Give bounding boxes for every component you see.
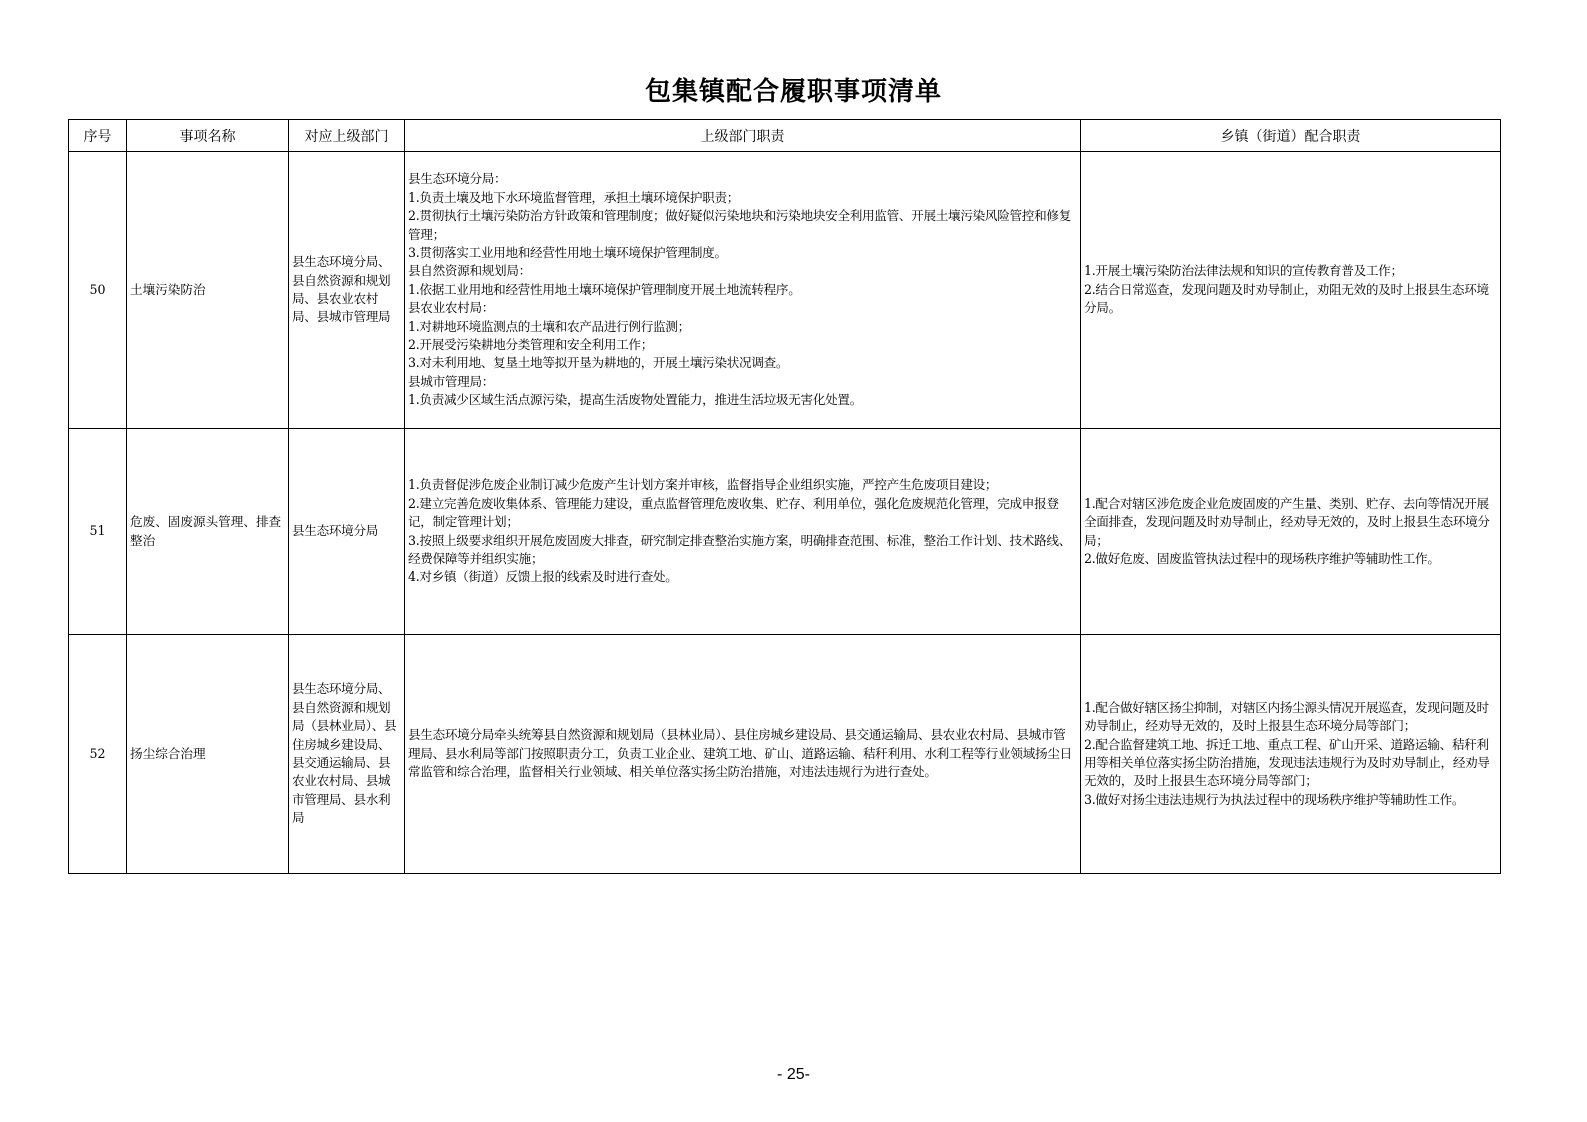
page-title: 包集镇配合履职事项清单 (644, 77, 942, 107)
item-name: 土壤污染防治 (127, 152, 289, 429)
duty-line: 1.负责督促涉危废企业制订减少危废产生计划方案并审核，监督指导企业组织实施，严控产生危废项目建设； (408, 477, 998, 493)
row-number: 51 (69, 429, 127, 635)
superior-departments: 县生态环境分局 (289, 429, 405, 635)
coop-line: 3.做好对扬尘违法违规行为执法过程中的现场秩序维护等辅助性工作。 (1084, 791, 1465, 807)
header-coop: 乡镇（街道）配合职责 (1081, 120, 1501, 152)
duty-line: 3.按照上级要求组织开展危废固废大排查，研究制定排查整治实施方案，明确排查范围、标准，整治工作计划、技术路线、经费保障等并组织实施； (408, 532, 1071, 566)
duty-line: 4.对乡镇（街道）反馈上报的线索及时进行查处。 (408, 569, 678, 585)
header-dept: 对应上级部门 (289, 120, 405, 152)
duty-line: 1.对耕地环境监测点的土壤和农产品进行例行监测； (408, 318, 690, 334)
coop-line: 1.配合做好辖区扬尘抑制，对辖区内扬尘源头情况开展巡查，发现问题及时劝导制止，经劝导无效的，及时上报县生态环境分局等部门； (1084, 699, 1489, 734)
header-duty: 上级部门职责 (405, 120, 1081, 152)
township-cooperation-duties (1081, 635, 1501, 874)
item-name: 扬尘综合治理 (127, 635, 289, 874)
duty-line: 县生态环境分局： (408, 171, 507, 187)
page-number: - 25- (777, 1066, 810, 1083)
superior-departments: 县生态环境分局、县自然资源和规划局、县农业农村局、县城市管理局 (289, 152, 405, 429)
coop-line: 1.配合对辖区涉危废企业危废固废的产生量、类别、贮存、去向等情况开展全面排查，发现问题及时劝导制止，经劝导无效的，及时上报县生态环境分局； (1084, 495, 1490, 548)
table-row (69, 429, 1501, 635)
coop-line: 1.开展土壤污染防治法律法规和知识的宣传教育普及工作； (1084, 263, 1403, 279)
coop-line: 2.做好危废、固废监管执法过程中的现场秩序维护等辅助性工作。 (1084, 550, 1440, 566)
superior-departments: 县生态环境分局、县自然资源和规划局（县林业局）、县住房城乡建设局、县交通运输局、县农业农村局、县城市管理局、县水利局 (289, 635, 405, 874)
duty-line: 2.建立完善危废收集体系、管理能力建设，重点监督管理危废收集、贮存、利用单位，强化危废规范化管理，完成申报登记，制定管理计划； (408, 495, 1059, 530)
township-cooperation-duties (1081, 429, 1501, 635)
header-name: 事项名称 (127, 120, 289, 152)
row-number: 50 (69, 152, 127, 429)
township-cooperation-duties (1081, 152, 1501, 429)
duty-line: 县农业农村局： (408, 300, 495, 316)
coop-line: 2.配合监督建筑工地、拆迁工地、重点工程、矿山开采、道路运输、秸秆利用等相关单位落实扬尘防治措施，发现违法违规行为及时劝导制止，经劝导无效的，及时上报县生态环境分局等部门； (1084, 736, 1490, 789)
table-header-row (69, 120, 1501, 152)
duty-line: 2.贯彻执行土壤污染防治方针政策和管理制度；做好疑似污染地块和污染地块安全利用监管、开展土壤污染风险管控和修复管理； (408, 208, 1071, 242)
duty-line: 3.对未利用地、复垦土地等拟开垦为耕地的，开展土壤污染状况调查。 (408, 355, 789, 371)
duty-line: 1.负责土壤及地下水环境监督管理，承担土壤环境保护职责； (408, 189, 740, 205)
table-row (69, 152, 1501, 429)
superior-duties (405, 152, 1081, 429)
header-no: 序号 (69, 120, 127, 152)
table-row (69, 635, 1501, 874)
duty-table (68, 119, 1501, 874)
duty-line: 3.贯彻落实工业用地和经营性用地土壤环境保护管理制度。 (408, 244, 727, 260)
superior-duties (405, 635, 1081, 874)
duty-line: 县城市管理局： (408, 373, 495, 389)
superior-duties (405, 429, 1081, 635)
duty-line: 县生态环境分局牵头统筹县自然资源和规划局（县林业局）、县住房城乡建设局、县交通运输局、县农业农村局、县城市管理局、县水利局等部门按照职责分工，负责工业企业、建筑工地、矿山、道路运输、秸秆利用、水利工程等行业领域扬尘日常监管和综合治理，监督相关行业领域、相关单位落实扬尘防治措施，对违法违规行为进行查处。 (408, 727, 1072, 780)
item-name: 危废、固废源头管理、排查整治 (127, 429, 289, 635)
row-number: 52 (69, 635, 127, 874)
duty-line: 2.开展受污染耕地分类管理和安全利用工作； (408, 337, 653, 353)
duty-line: 1.依据工业用地和经营性用地土壤环境保护管理制度开展土地流转程序。 (408, 281, 801, 297)
duty-line: 县自然资源和规划局： (408, 263, 531, 279)
duty-line: 1.负责减少区域生活点源污染，提高生活废物处置能力，推进生活垃圾无害化处置。 (408, 392, 862, 408)
coop-line: 2.结合日常巡查，发现问题及时劝导制止，劝阻无效的及时上报县生态环境分局。 (1084, 281, 1489, 316)
